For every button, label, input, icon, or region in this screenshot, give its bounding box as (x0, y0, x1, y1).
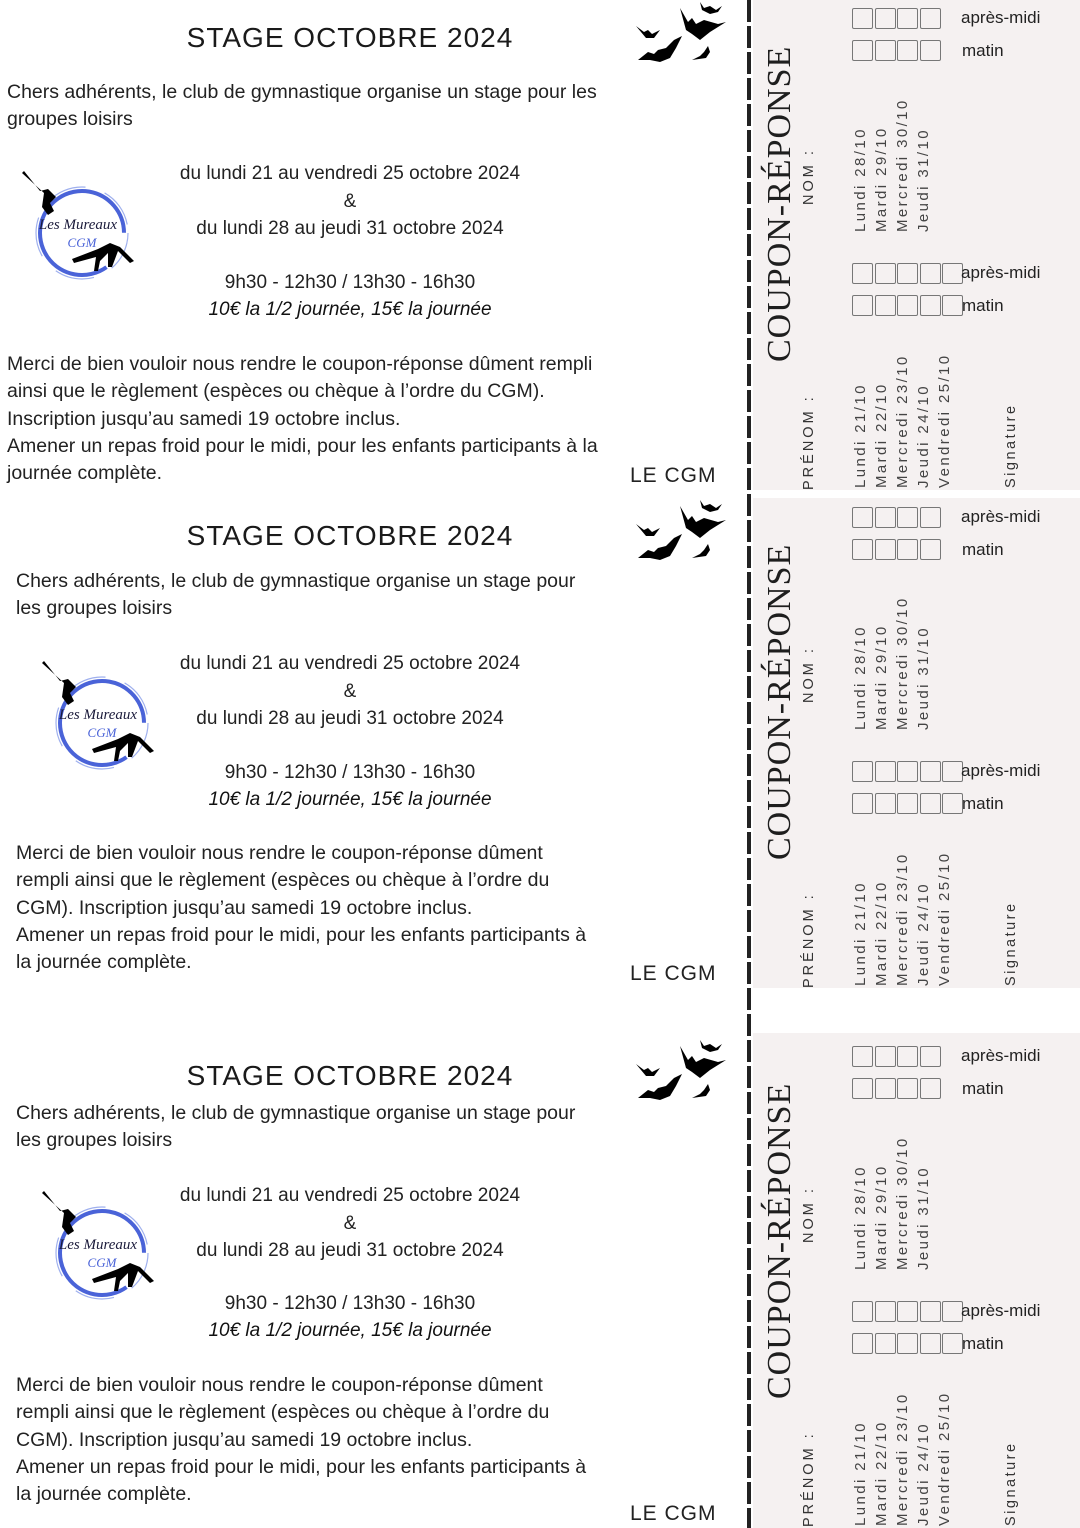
afternoon-label: après-midi (961, 1301, 1041, 1320)
signoff: LE CGM (630, 1502, 717, 1525)
instructions-line: Amener un repas froid pour le midi, pour les enfants participants à (16, 1455, 587, 1478)
stage-hours: 9h30 - 12h30 / 13h30 - 16h30 (224, 1293, 476, 1314)
checkbox[interactable] (920, 1046, 941, 1067)
week2-afternoon-checkboxes (852, 1046, 942, 1067)
flyer-title: STAGE OCTOBRE 2024 (186, 1060, 514, 1091)
instructions-line: Amener un repas froid pour le midi, pour les enfants participants à la (7, 434, 598, 457)
checkbox[interactable] (920, 761, 941, 782)
flyer-3 (0, 1036, 750, 1528)
week2-days (850, 596, 934, 730)
stage-hours: 9h30 - 12h30 / 13h30 - 16h30 (224, 272, 476, 293)
checkbox[interactable] (920, 263, 941, 284)
checkbox[interactable] (875, 539, 896, 560)
instructions-text (7, 351, 598, 487)
afternoon-label: après-midi (961, 761, 1041, 780)
date-range-2: du lundi 28 au jeudi 31 octobre 2024 (196, 708, 504, 729)
day-label: Mardi 22/10 (873, 880, 890, 986)
bats-icon (630, 498, 740, 568)
date-range-1: du lundi 21 au vendredi 25 octobre 2024 (179, 1185, 521, 1206)
checkbox[interactable] (875, 793, 896, 814)
checkbox[interactable] (942, 761, 963, 782)
afternoon-label: après-midi (961, 1046, 1041, 1065)
date-separator: & (343, 1212, 357, 1234)
instructions-line: CGM). Inscription jusqu’au samedi 19 octobre inclus. (16, 896, 473, 919)
nom-label: NOM : (801, 1186, 817, 1243)
coupon-2 (753, 498, 1080, 988)
intro-text (16, 568, 575, 622)
morning-label: matin (962, 540, 1004, 559)
checkbox[interactable] (897, 1333, 918, 1354)
day-label: Mardi 22/10 (873, 1420, 890, 1526)
week2-afternoon-checkboxes (852, 507, 942, 528)
intro-text (16, 1100, 575, 1154)
checkbox[interactable] (920, 40, 941, 61)
instructions-text (16, 1372, 586, 1508)
checkbox[interactable] (875, 1078, 896, 1099)
intro-line: groupes loisirs (7, 108, 133, 130)
day-label: Mercredi 30/10 (894, 1136, 911, 1270)
checkbox[interactable] (920, 1301, 941, 1322)
checkbox[interactable] (897, 1301, 918, 1322)
checkbox[interactable] (852, 1301, 873, 1322)
coupon-1 (753, 0, 1080, 490)
stage-price: 10€ la 1/2 journée, 15€ la journée (208, 1320, 492, 1341)
checkbox[interactable] (897, 507, 918, 528)
week2-days (850, 98, 934, 232)
flyer-title: STAGE OCTOBRE 2024 (186, 22, 514, 53)
checkbox[interactable] (897, 793, 918, 814)
checkbox[interactable] (875, 263, 896, 284)
week2-morning-checkboxes (852, 1078, 942, 1099)
week2-days (850, 1136, 934, 1270)
stage-hours: 9h30 - 12h30 / 13h30 - 16h30 (224, 762, 476, 783)
checkbox[interactable] (942, 793, 963, 814)
morning-label: matin (962, 1079, 1004, 1098)
checkbox[interactable] (875, 1046, 896, 1067)
nom-label: NOM : (801, 148, 817, 205)
bats-icon (630, 0, 740, 70)
prenom-label: PRÉNOM : (801, 1431, 817, 1527)
checkbox[interactable] (920, 507, 941, 528)
intro-line: Chers adhérents, le club de gymnastique organise un stage pour (16, 1102, 576, 1124)
coupon-title: COUPON-RÉPONSE (761, 1082, 798, 1399)
checkbox[interactable] (852, 1046, 873, 1067)
day-label: Jeudi 31/10 (915, 1166, 932, 1270)
checkbox[interactable] (875, 295, 896, 316)
day-label: Jeudi 24/10 (915, 384, 932, 488)
week1-days (850, 1391, 955, 1526)
flyer-2 (0, 498, 750, 993)
checkbox[interactable] (897, 40, 918, 61)
date-range-1: du lundi 21 au vendredi 25 octobre 2024 (179, 653, 521, 674)
instructions-line: ainsi que le règlement (espèces ou chèque à l’ordre du CGM). (7, 380, 545, 403)
signature-label: Signature (1003, 901, 1019, 986)
afternoon-label: après-midi (961, 8, 1041, 27)
day-label: Mardi 22/10 (873, 382, 890, 488)
checkbox[interactable] (897, 295, 918, 316)
checkbox[interactable] (942, 263, 963, 284)
stage-price: 10€ la 1/2 journée, 15€ la journée (208, 789, 492, 810)
flyer-1 (0, 0, 750, 495)
checkbox[interactable] (942, 1301, 963, 1322)
checkbox[interactable] (852, 539, 873, 560)
week1-days (850, 851, 955, 986)
instructions-line: Merci de bien vouloir nous rendre le coupon-réponse dûment (16, 842, 543, 864)
instructions-text (16, 840, 586, 976)
day-label: Jeudi 24/10 (915, 1422, 932, 1526)
day-label: Lundi 28/10 (852, 1165, 869, 1270)
checkbox[interactable] (852, 295, 873, 316)
checkbox[interactable] (852, 507, 873, 528)
intro-line: Chers adhérents, le club de gymnastique organise un stage pour (16, 570, 576, 592)
stage-dates (140, 650, 560, 733)
checkbox[interactable] (920, 295, 941, 316)
day-label: Lundi 28/10 (852, 127, 869, 232)
stage-dates (140, 1182, 560, 1265)
coupon-title: COUPON-RÉPONSE (761, 543, 798, 860)
checkbox[interactable] (920, 539, 941, 560)
instructions-line: rempli ainsi que le règlement (espèces ou chèque à l’ordre du (16, 869, 550, 892)
week1-afternoon-checkboxes (852, 263, 965, 284)
day-label: Jeudi 24/10 (915, 882, 932, 986)
checkbox[interactable] (920, 1078, 941, 1099)
afternoon-label: après-midi (961, 507, 1041, 526)
week1-days (850, 353, 955, 488)
coupon-3 (753, 1033, 1080, 1528)
day-label: Lundi 21/10 (852, 383, 869, 488)
checkbox[interactable] (875, 761, 896, 782)
coupon-title: COUPON-RÉPONSE (761, 45, 798, 362)
day-label: Mardi 29/10 (873, 1164, 890, 1270)
week2-morning-checkboxes (852, 539, 942, 560)
day-label: Lundi 21/10 (852, 1421, 869, 1526)
instructions-line: journée complète. (7, 462, 163, 485)
morning-label: matin (962, 296, 1004, 315)
checkbox[interactable] (875, 40, 896, 61)
club-logo (12, 163, 142, 288)
signature-label: Signature (1003, 403, 1019, 488)
checkbox[interactable] (852, 761, 873, 782)
checkbox[interactable] (875, 1333, 896, 1354)
intro-line: les groupes loisirs (16, 1129, 173, 1151)
day-label: Mercredi 30/10 (894, 98, 911, 232)
checkbox[interactable] (852, 1078, 873, 1099)
checkbox[interactable] (942, 295, 963, 316)
date-separator: & (343, 190, 357, 212)
afternoon-label: après-midi (961, 263, 1041, 282)
checkbox[interactable] (852, 40, 873, 61)
stage-price: 10€ la 1/2 journée, 15€ la journée (208, 299, 492, 320)
morning-label: matin (962, 41, 1004, 60)
day-label: Mardi 29/10 (873, 126, 890, 232)
signature-label: Signature (1003, 1441, 1019, 1526)
checkbox[interactable] (920, 1333, 941, 1354)
intro-line: les groupes loisirs (16, 597, 173, 619)
instructions-line: Inscription jusqu’au samedi 19 octobre inclus. (7, 407, 401, 430)
instructions-line: Amener un repas froid pour le midi, pour les enfants participants à (16, 923, 587, 946)
day-label: Jeudi 31/10 (915, 626, 932, 730)
morning-label: matin (962, 1334, 1004, 1353)
flyer-title: STAGE OCTOBRE 2024 (186, 520, 514, 551)
signoff: LE CGM (630, 962, 717, 985)
bats-icon (630, 1038, 740, 1108)
instructions-line: la journée complète. (16, 1483, 192, 1506)
day-label: Mercredi 30/10 (894, 596, 911, 730)
stage-dates (140, 160, 560, 243)
checkbox[interactable] (897, 1078, 918, 1099)
checkbox[interactable] (920, 793, 941, 814)
checkbox[interactable] (897, 263, 918, 284)
checkbox[interactable] (852, 793, 873, 814)
checkbox[interactable] (920, 8, 941, 29)
day-label: Mercredi 23/10 (894, 1392, 911, 1526)
checkbox[interactable] (875, 1301, 896, 1322)
checkbox[interactable] (875, 8, 896, 29)
intro-line: Chers adhérents, le club de gymnastique organise un stage pour les (7, 81, 597, 103)
day-label: Mercredi 23/10 (894, 852, 911, 986)
instructions-line: Merci de bien vouloir nous rendre le coupon-réponse dûment rempli (7, 353, 593, 375)
checkbox[interactable] (897, 539, 918, 560)
week1-afternoon-checkboxes (852, 1301, 965, 1322)
instructions-line: la journée complète. (16, 951, 192, 974)
instructions-line: Merci de bien vouloir nous rendre le coupon-réponse dûment (16, 1374, 543, 1396)
intro-text (7, 79, 597, 133)
week1-morning-checkboxes (852, 295, 965, 316)
day-label: Mercredi 23/10 (894, 354, 911, 488)
week2-afternoon-checkboxes (852, 8, 942, 29)
day-label: Vendredi 25/10 (936, 1391, 953, 1526)
prenom-label: PRÉNOM : (801, 394, 817, 490)
week1-morning-checkboxes (852, 1333, 965, 1354)
checkbox[interactable] (897, 1046, 918, 1067)
date-range-2: du lundi 28 au jeudi 31 octobre 2024 (196, 1240, 504, 1261)
day-label: Vendredi 25/10 (936, 353, 953, 488)
prenom-label: PRÉNOM : (801, 892, 817, 988)
date-range-1: du lundi 21 au vendredi 25 octobre 2024 (179, 163, 521, 184)
cut-line (747, 0, 751, 1528)
morning-label: matin (962, 794, 1004, 813)
day-label: Lundi 28/10 (852, 625, 869, 730)
day-label: Lundi 21/10 (852, 881, 869, 986)
date-separator: & (343, 680, 357, 702)
nom-label: NOM : (801, 646, 817, 703)
day-label: Vendredi 25/10 (936, 851, 953, 986)
checkbox[interactable] (897, 761, 918, 782)
checkbox[interactable] (852, 263, 873, 284)
checkbox[interactable] (897, 8, 918, 29)
signoff: LE CGM (630, 464, 717, 487)
week2-morning-checkboxes (852, 40, 942, 61)
date-range-2: du lundi 28 au jeudi 31 octobre 2024 (196, 218, 504, 239)
checkbox[interactable] (852, 8, 873, 29)
checkbox[interactable] (875, 507, 896, 528)
day-label: Jeudi 31/10 (915, 128, 932, 232)
checkbox[interactable] (942, 1333, 963, 1354)
instructions-line: CGM). Inscription jusqu’au samedi 19 octobre inclus. (16, 1428, 473, 1451)
instructions-line: rempli ainsi que le règlement (espèces ou chèque à l’ordre du (16, 1401, 550, 1424)
day-label: Mardi 29/10 (873, 624, 890, 730)
checkbox[interactable] (852, 1333, 873, 1354)
week1-morning-checkboxes (852, 793, 965, 814)
week1-afternoon-checkboxes (852, 761, 965, 782)
